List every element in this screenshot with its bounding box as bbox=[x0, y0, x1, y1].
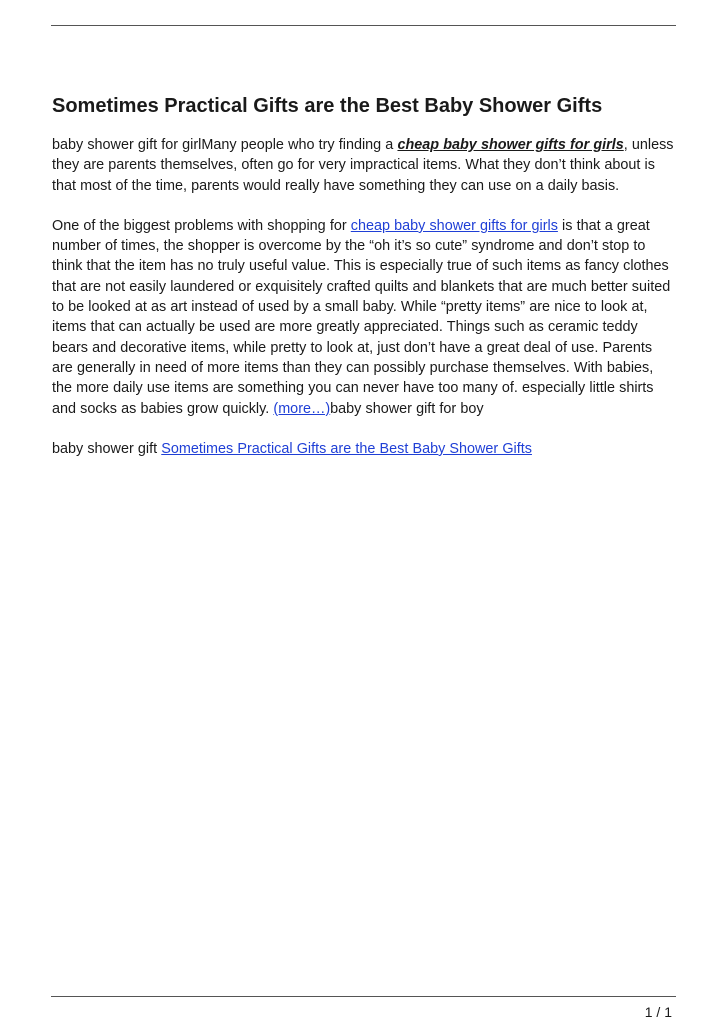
paragraph-footer-links bbox=[52, 439, 677, 459]
cheap-gifts-bold-link[interactable]: cheap baby shower gifts for girls bbox=[397, 137, 624, 153]
paragraph-intro-lead: baby shower gift for girlMany people who try finding a bbox=[52, 137, 398, 153]
footer-rule bbox=[51, 996, 676, 997]
article-title-link[interactable]: Sometimes Practical Gifts are the Best Baby Shower Gifts bbox=[161, 440, 532, 457]
document-body bbox=[52, 94, 677, 459]
cheap-gifts-link[interactable]: cheap baby shower gifts for girls bbox=[350, 217, 558, 234]
paragraph-intro-rest: , unless they are parents themselves, often go for very impractical items. What they don’t think about is that most of the time, parents would really have something they can use on a daily basis. bbox=[52, 137, 674, 194]
page-title: Sometimes Practical Gifts are the Best Baby Shower Gifts bbox=[52, 95, 603, 117]
gift-for-boy-text: baby shower gift for boy bbox=[330, 400, 484, 417]
paragraph-intro bbox=[52, 135, 677, 196]
more-link[interactable]: (more…) bbox=[273, 400, 331, 417]
page-number: 1 / 1 bbox=[644, 1004, 672, 1020]
paragraph-problems bbox=[52, 216, 677, 419]
header-rule bbox=[51, 25, 676, 26]
paragraph-problems-lead: One of the biggest problems with shopping for bbox=[52, 217, 351, 234]
gift-lead-text: baby shower gift bbox=[52, 440, 162, 457]
paragraph-problems-rest: is that a great number of times, the shopper is overcome by the “oh it’s so cute” syndrome and don’t stop to think that the item has no truly useful value. This is especially true of such items as fancy clothes that are not easily laundered or exquisitely crafted quilts and blankets that are much better suited to be looked at as art instead of used by a small baby. While “pretty items” are nice to look at, items that can actually be used are more greatly appreciated. Things such as ceramic teddy bears and decorative items, while pretty to look at, just don’t have a great deal of use. Parents are generally in need of more items than they can possibly purchase themselves. With babies, the more daily use items are something you can never have too many of. especially little shirts and socks as babies grow quickly. bbox=[52, 217, 671, 417]
